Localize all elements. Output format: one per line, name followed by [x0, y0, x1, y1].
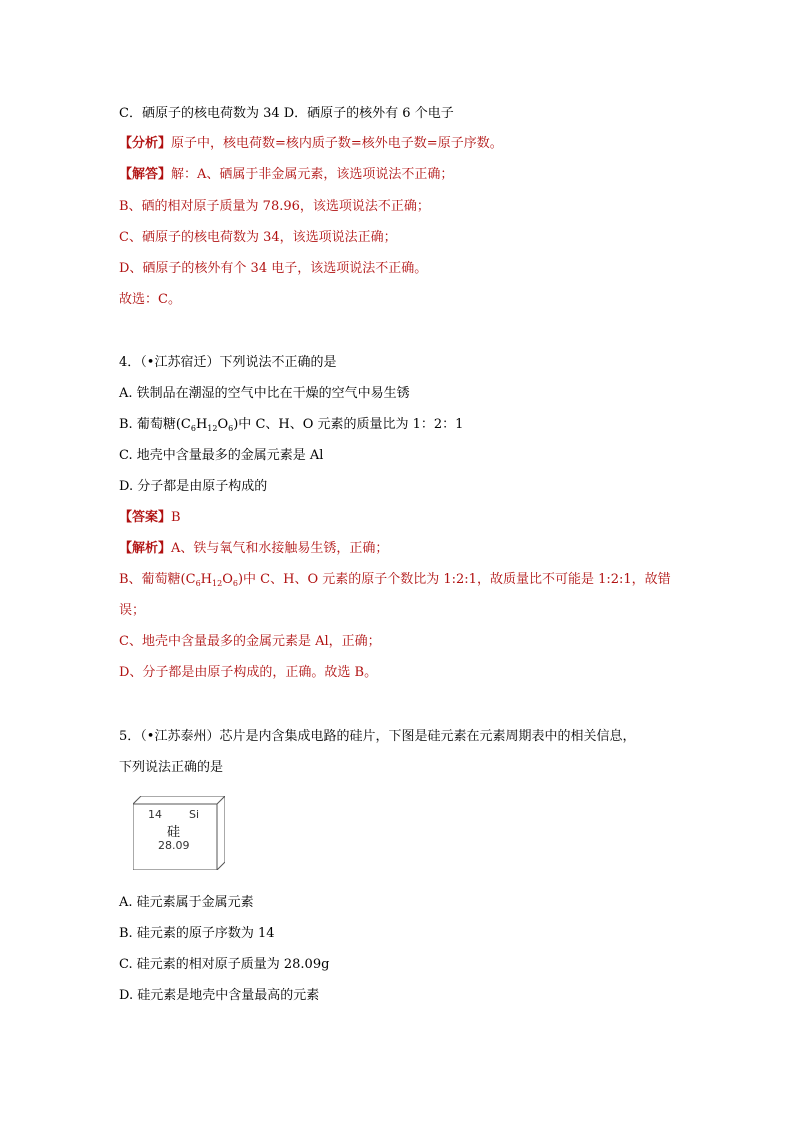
text-fragment: B. 葡萄糖(C [119, 417, 191, 432]
subscript: 12 [207, 424, 218, 433]
element-number: 14 [148, 808, 162, 821]
q5-stem-line1: 5．（•江苏泰州）芯片是内含集成电路的硅片，下图是硅元素在元素周期表中的相关信息， [119, 729, 636, 744]
q3-answer-c: C、硒原子的核电荷数为 34，该选项说法正确； [119, 230, 397, 245]
explain-a-text: A、铁与氧气和水接触易生锈，正确； [171, 541, 389, 556]
q5-option-d: D. 硅元素是地壳中含量最高的元素 [119, 988, 320, 1003]
q5-option-a: A. 硅元素属于金属元素 [119, 895, 254, 910]
q5-option-b: B. 硅元素的原子序数为 14 [119, 926, 275, 941]
q4-explain-b-cont: 误； [119, 603, 146, 618]
text-fragment: O [217, 417, 229, 432]
explain-tag: 【解析】 [119, 541, 172, 556]
analysis-tag: 【分析】 [119, 136, 172, 151]
answer-value: B [171, 510, 181, 525]
subscript: 6 [195, 579, 201, 588]
q3-answer-a [119, 167, 694, 183]
answer-a-text: 解：A、硒属于非金属元素，该选项说法不正确； [171, 167, 454, 182]
text-fragment: B、葡萄糖(C [119, 572, 196, 587]
q3-answer-d: D、硒原子的核外有个 34 电子，该选项说法不正确。 [119, 261, 428, 276]
analysis-text: 原子中，核电荷数=核内质子数=核外电子数=原子序数。 [171, 136, 503, 151]
element-name: 硅 [167, 825, 181, 840]
q3-option-cd: C．硒原子的核电荷数为 34 D．硒原子的核外有 6 个电子 [119, 106, 454, 121]
q5-stem-line2: 下列说法正确的是 [119, 760, 224, 775]
q4-answer [119, 510, 694, 526]
q4-explain-c: C、地壳中含量最多的金属元素是 Al，正确； [119, 634, 381, 649]
text-fragment: H [195, 417, 208, 432]
q3-choice: 故选：C。 [119, 292, 181, 307]
q4-option-a: A. 铁制品在潮湿的空气中比在干燥的空气中易生锈 [119, 386, 410, 401]
q5-option-c: C. 硅元素的相对原子质量为 28.09g [119, 957, 330, 972]
element-symbol: Si [189, 808, 200, 821]
element-mass: 28.09 [158, 839, 190, 852]
q4-explain-d: D、分子都是由原子构成的，正确。故选 B。 [119, 665, 378, 680]
subscript: 6 [228, 424, 234, 433]
q4-stem: 4．（•江苏宿迁）下列说法不正确的是 [119, 355, 337, 370]
element-card-silicon [133, 796, 225, 870]
q3-answer-b: B、硒的相对原子质量为 78.96，该选项说法不正确； [119, 199, 430, 214]
q4-explain-b [119, 572, 694, 588]
text-fragment: )中 C、H、O 元素的质量比为 1：2：1 [233, 417, 464, 432]
subscript: 6 [190, 424, 196, 433]
q3-analysis [119, 136, 694, 152]
q4-option-b [119, 417, 694, 433]
text-fragment: H [200, 572, 213, 587]
q4-explain-a [119, 541, 694, 557]
subscript: 6 [232, 579, 238, 588]
text-fragment: )中 C、H、O 元素的原子个数比为 1:2:1，故质量比不可能是 1:2:1，故错 [237, 572, 671, 587]
q4-option-d: D. 分子都是由原子构成的 [119, 479, 268, 494]
text-fragment: O [222, 572, 233, 587]
answer-tag: 【解答】 [119, 167, 172, 182]
q4-option-c: C. 地壳中含量最多的金属元素是 Al [119, 448, 324, 463]
subscript: 12 [212, 579, 223, 588]
answer-tag: 【答案】 [119, 510, 172, 525]
